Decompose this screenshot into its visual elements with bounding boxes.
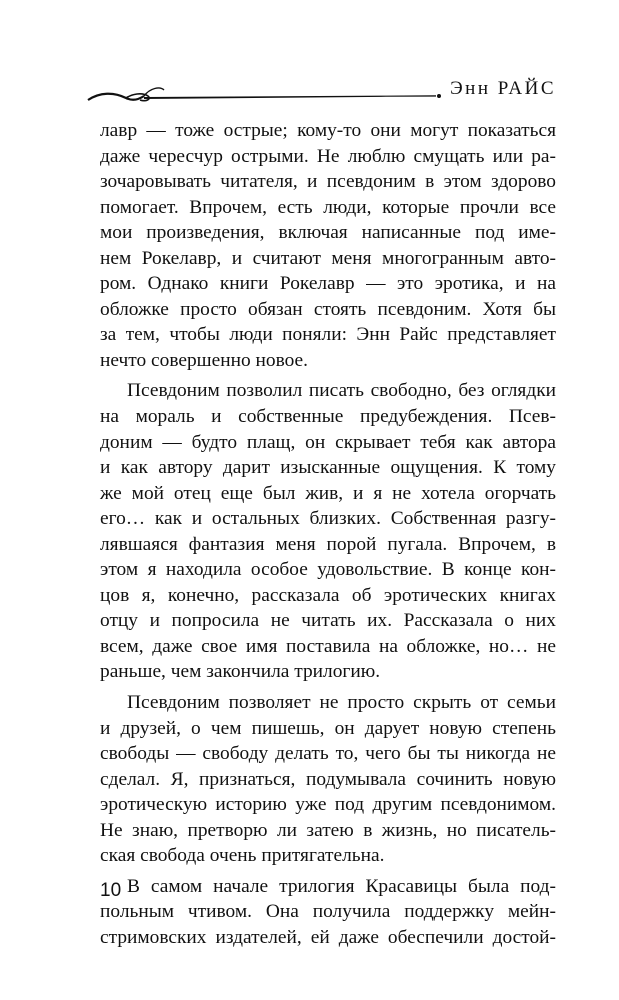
text-line: польным чтивом. Она получила поддержку мейн- (100, 901, 556, 923)
text-line: ром. Однако книги Рокелавр — это эротика, и на (100, 273, 556, 295)
text-line: ская свобода очень притягательна. (100, 845, 385, 867)
text-line: всем, даже свое имя поставила на обложке, но… не (100, 635, 556, 657)
text-line: же мой отец еще был жив, и я не хотела огорчать (100, 482, 556, 504)
text-line: Псевдоним позволяет не просто скрыть от семьи (127, 692, 556, 714)
text-line: обложке просто обязан стоять псевдоним. Хотя бы (100, 298, 556, 320)
text-line: доним — будто плащ, он скрывает тебя как автора (100, 431, 556, 453)
text-line: раньше, чем закончила трилогию. (100, 661, 381, 683)
running-header (86, 78, 556, 108)
text-line: стримовских издателей, ей даже обеспечили достой- (100, 926, 556, 948)
text-line: сделал. Я, признаться, подумывала сочинить новую (100, 768, 556, 790)
text-line: лавр — тоже острые; кому-то они могут показаться (100, 120, 556, 141)
text-line: помогает. Впрочем, есть люди, которые прочли все (100, 196, 556, 218)
text-line: свободы — свободу делать то, чего бы ты никогда не (100, 743, 556, 765)
page-number: 10 (100, 880, 122, 901)
text-line: цов я, конечно, рассказала об эротических книгах (100, 584, 556, 606)
text-line: эротическую историю уже под другим псевдонимом. (100, 794, 556, 816)
text-line: нечто совершенно новое. (100, 349, 308, 371)
text-line: мои произведения, включая написанные под име- (100, 222, 556, 244)
text-line: даже чересчур острыми. Не люблю смущать или ра- (100, 145, 556, 167)
text-line: В самом начале трилогия Красавицы была под- (127, 875, 556, 897)
text-line: и как автору дарит изысканные ощущения. К тому (100, 457, 556, 479)
text-line: отцу и попросила не читать их. Рассказала о них (100, 610, 556, 632)
paragraph (100, 690, 556, 869)
paragraph (100, 118, 556, 373)
text-line: его… как и остальных близких. Собственная разгу- (100, 508, 556, 530)
text-line: за тем, чтобы люди поняли: Энн Райс представляет (100, 324, 556, 346)
paragraph (100, 378, 556, 685)
running-head-text: Энн РАЙС (450, 78, 556, 99)
text-line: Не знаю, претворю ли затею в жизнь, но писатель- (100, 819, 556, 841)
text-line: зочаровывать читателя, и псевдоним в этом здорово (100, 171, 556, 193)
text-line: этом я находила особое удовольствие. В конце кон- (100, 559, 556, 581)
text-line: Псевдоним позволил писать свободно, без оглядки (127, 380, 556, 402)
text-line: нем Рокелавр, и считают меня многогранным авто- (100, 247, 556, 269)
paragraph (100, 874, 556, 951)
text-line: лявшаяся фантазия меня порой пугала. Впрочем, в (100, 533, 556, 555)
text-line: на мораль и собственные предубеждения. Псев- (100, 406, 556, 428)
text-line: и друзей, о чем пишешь, он дарует новую степень (100, 717, 556, 739)
body-text (100, 118, 556, 951)
running-head (450, 78, 556, 100)
